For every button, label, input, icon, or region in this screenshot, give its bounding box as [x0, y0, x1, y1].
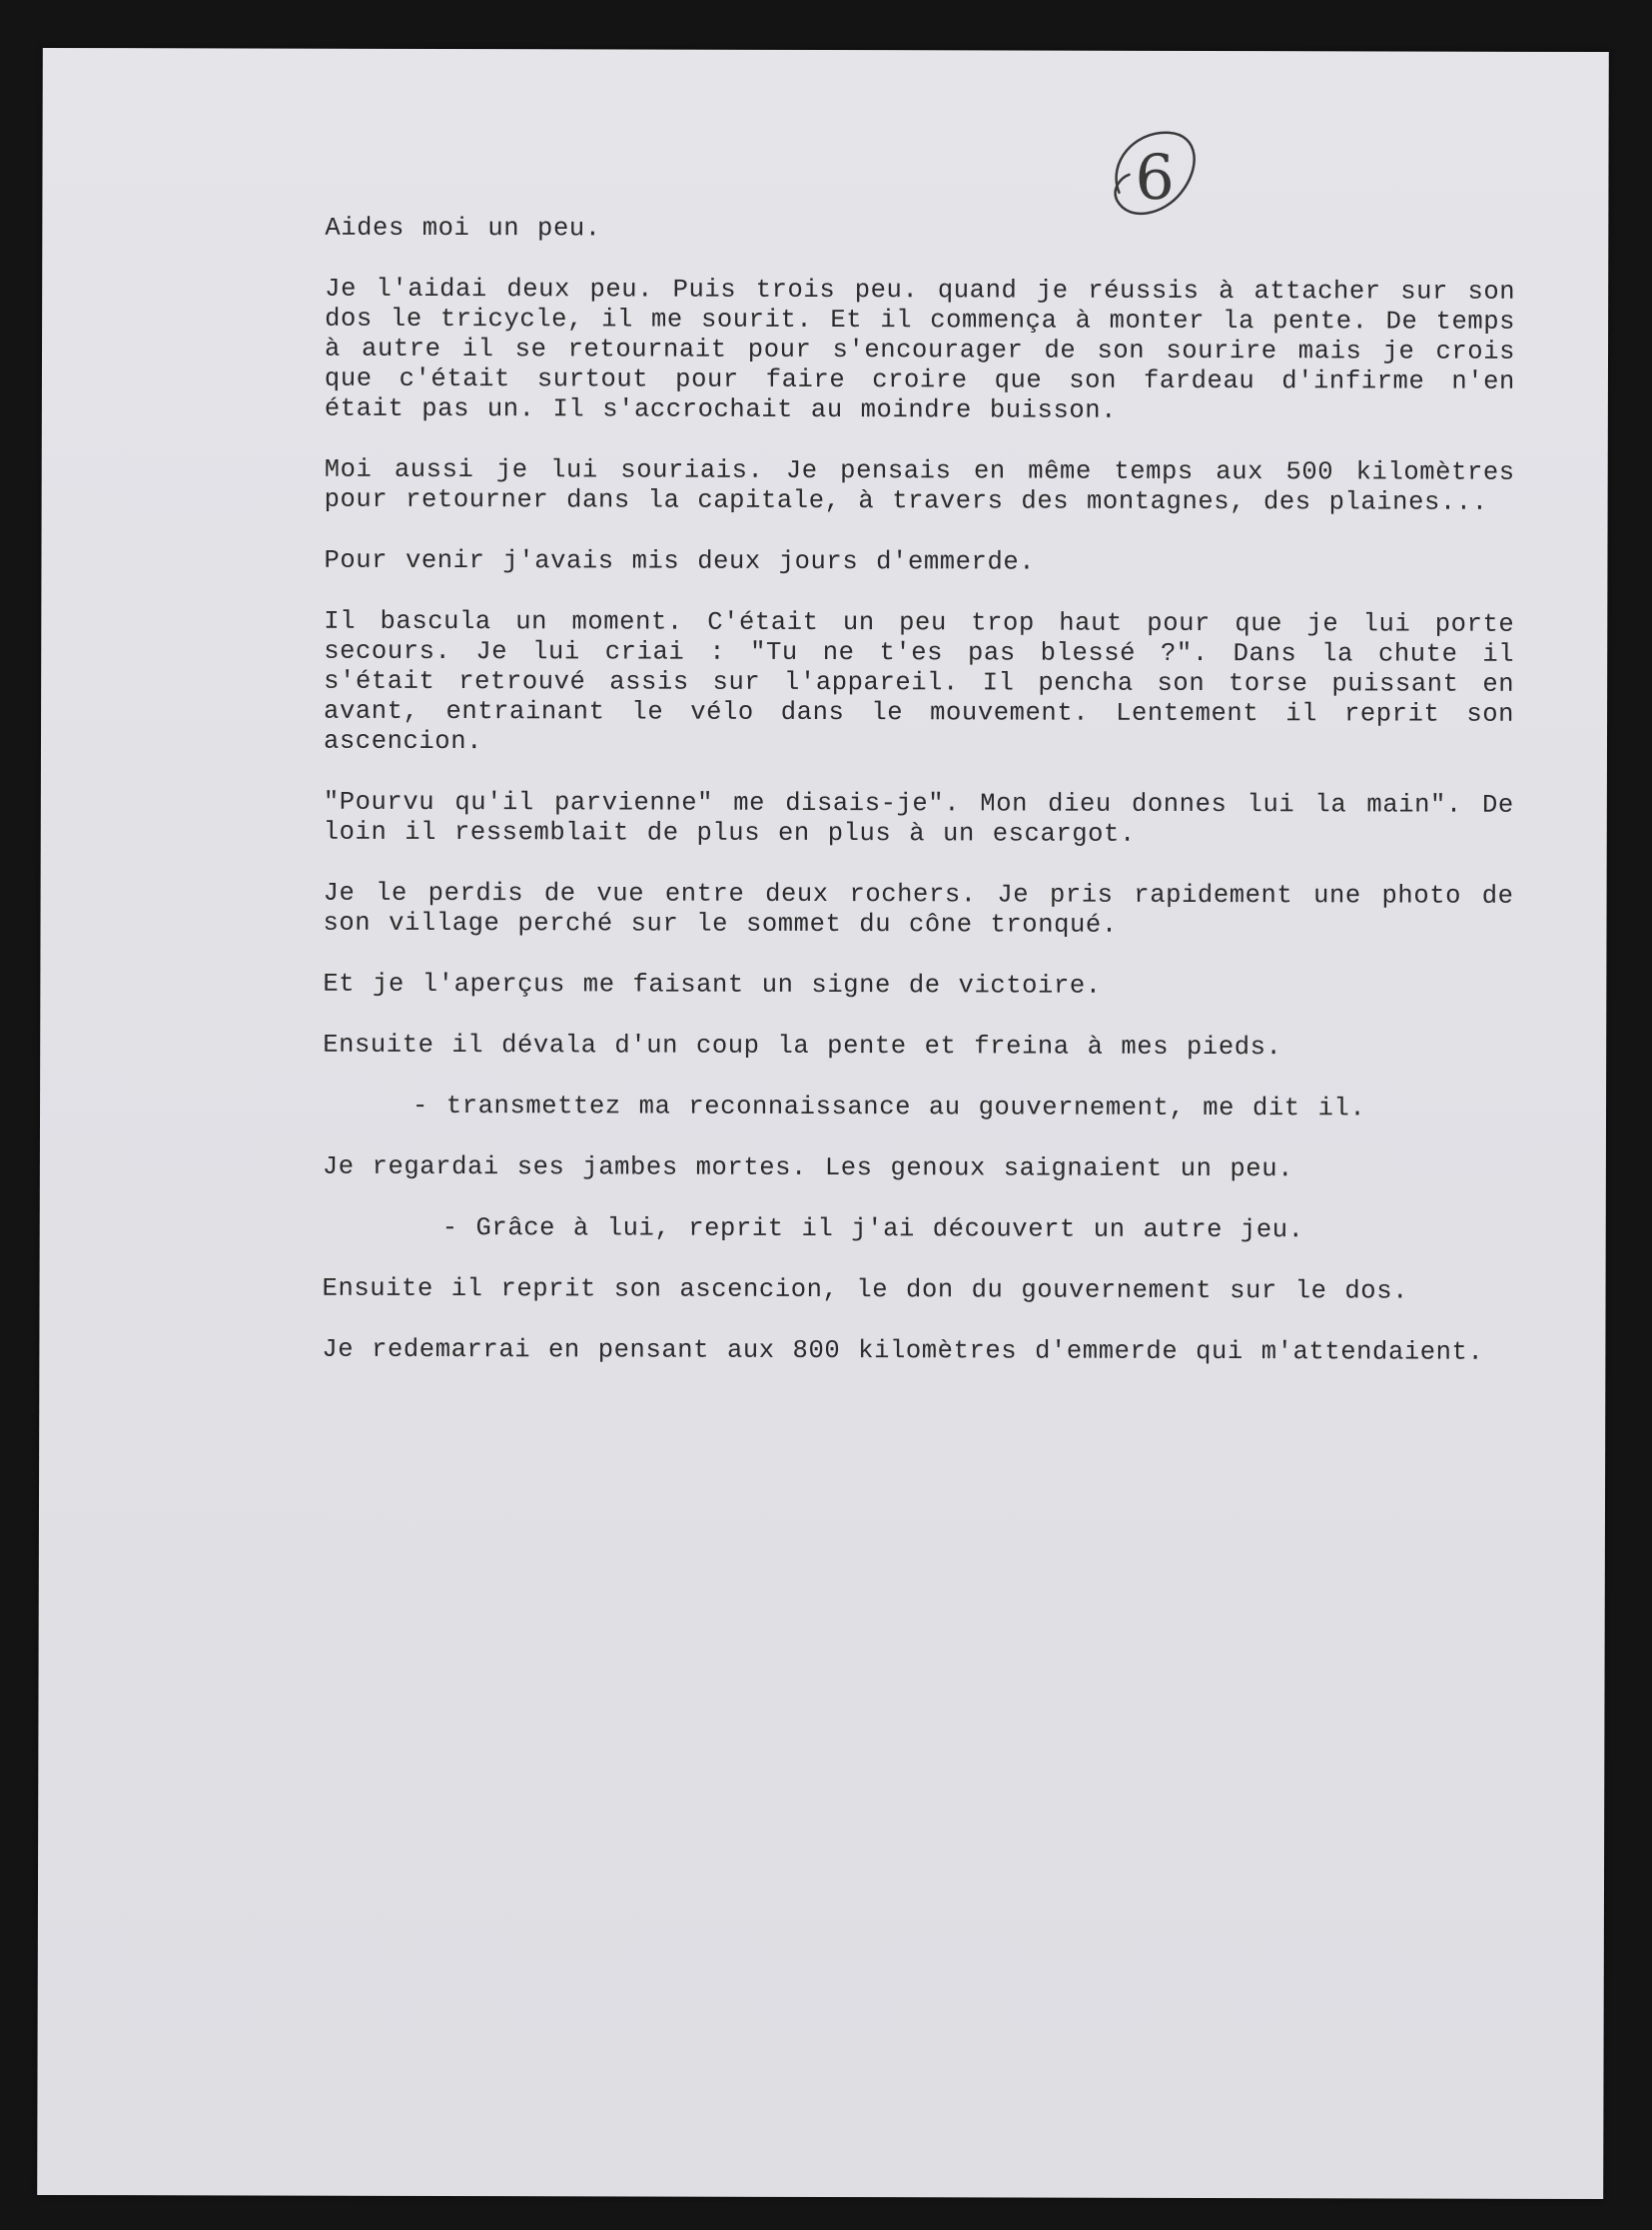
dialogue-line-2: - Grâce à lui, reprit il j'ai découvert un autre jeu. — [441, 1213, 1304, 1245]
paragraph-2: Je l'aidai deux peu. Puis trois peu. quand je réussis à attacher sur son dos le tricycle, il me sourit. Et il commença à monter la pente. De temps à autre il se retournait pour s'encourager de son sourire mais je crois que c'était surtout pour faire croire que son fardeau d'infirme n'en était pas un. Il s'accrochait au moindre buisson. — [324, 274, 1516, 425]
paragraph-12: Je redemarrai en pensant aux 800 kilomètres d'emmerde qui m'attendaient. — [322, 1334, 1484, 1367]
dialogue-line-1: - transmettez ma reconnaissance au gouvernement, me dit il. — [413, 1091, 1366, 1123]
paragraph-3: Moi aussi je lui souriais. Je pensais en même temps aux 500 kilomètres pour retourner dans la capitale, à travers des montagnes, des plaines... — [324, 454, 1515, 517]
paper-sheet — [37, 48, 1609, 2199]
paragraph-4: Pour venir j'avais mis deux jours d'emmerde. — [324, 545, 1036, 577]
page-number-text: 6 — [1135, 140, 1176, 214]
paragraph-11: Ensuite il reprit son ascencion, le don du gouvernement sur le dos. — [322, 1273, 1409, 1306]
paragraph-10: Je regardai ses jambes mortes. Les genoux saignaient un peu. — [322, 1151, 1294, 1184]
paragraph-9: Ensuite il dévala d'un coup la pente et freina à mes pieds. — [323, 1030, 1282, 1063]
typed-text-body — [322, 214, 1515, 1399]
handwritten-page-number — [1099, 123, 1203, 227]
paragraph-8: Et je l'aperçus me faisant un signe de victoire. — [323, 969, 1102, 1001]
paragraph-5: Il bascula un moment. C'était un peu trop haut pour que je lui porte secours. Je lui criai : "Tu ne t'es pas blessé ?". Dans la chute il s'était retrouvé assis sur l'appareil. Il pencha son torse puissant en avant, entrainant le vélo dans le mouvement. Lentement il reprit son ascencion. — [323, 606, 1515, 757]
paragraph-1: Aides moi un peu. — [325, 213, 601, 244]
paragraph-7: Je le perdis de vue entre deux rochers. Je pris rapidement une photo de son village perché sur le sommet du cône tronqué. — [323, 878, 1514, 940]
paragraph-6: "Pourvu qu'il parvienne" me disais-je". Mon dieu donnes lui la main". De loin il ressemblait de plus en plus à un escargot. — [323, 787, 1514, 849]
page-number-circle-icon — [1099, 123, 1203, 227]
